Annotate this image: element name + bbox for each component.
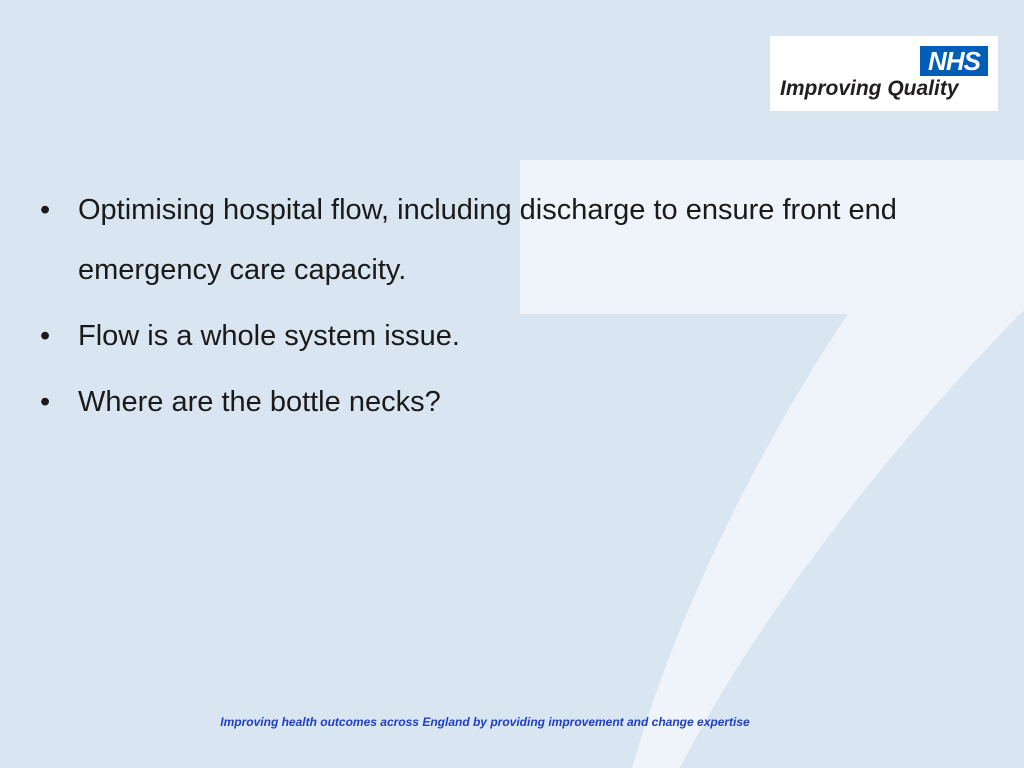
bullet-list xyxy=(38,180,958,438)
bullet-text: Where are the bottle necks? xyxy=(78,386,441,418)
nhs-badge: NHS xyxy=(920,46,988,76)
logo-subtitle: Improving Quality xyxy=(780,77,959,100)
bullet-item xyxy=(38,306,958,366)
bullet-marker: • xyxy=(40,320,51,352)
bullet-item xyxy=(38,372,958,432)
footer-tagline: Improving health outcomes across England by providing improvement and change expertise xyxy=(220,715,750,729)
bullet-text: Optimising hospital flow, including discharge to ensure front end emergency care capacity. xyxy=(78,194,897,286)
nhs-logo xyxy=(770,36,998,111)
bullet-text: Flow is a whole system issue. xyxy=(78,320,460,352)
bullet-marker: • xyxy=(40,194,51,226)
bullet-item xyxy=(38,180,958,300)
bullet-marker: • xyxy=(40,386,51,418)
